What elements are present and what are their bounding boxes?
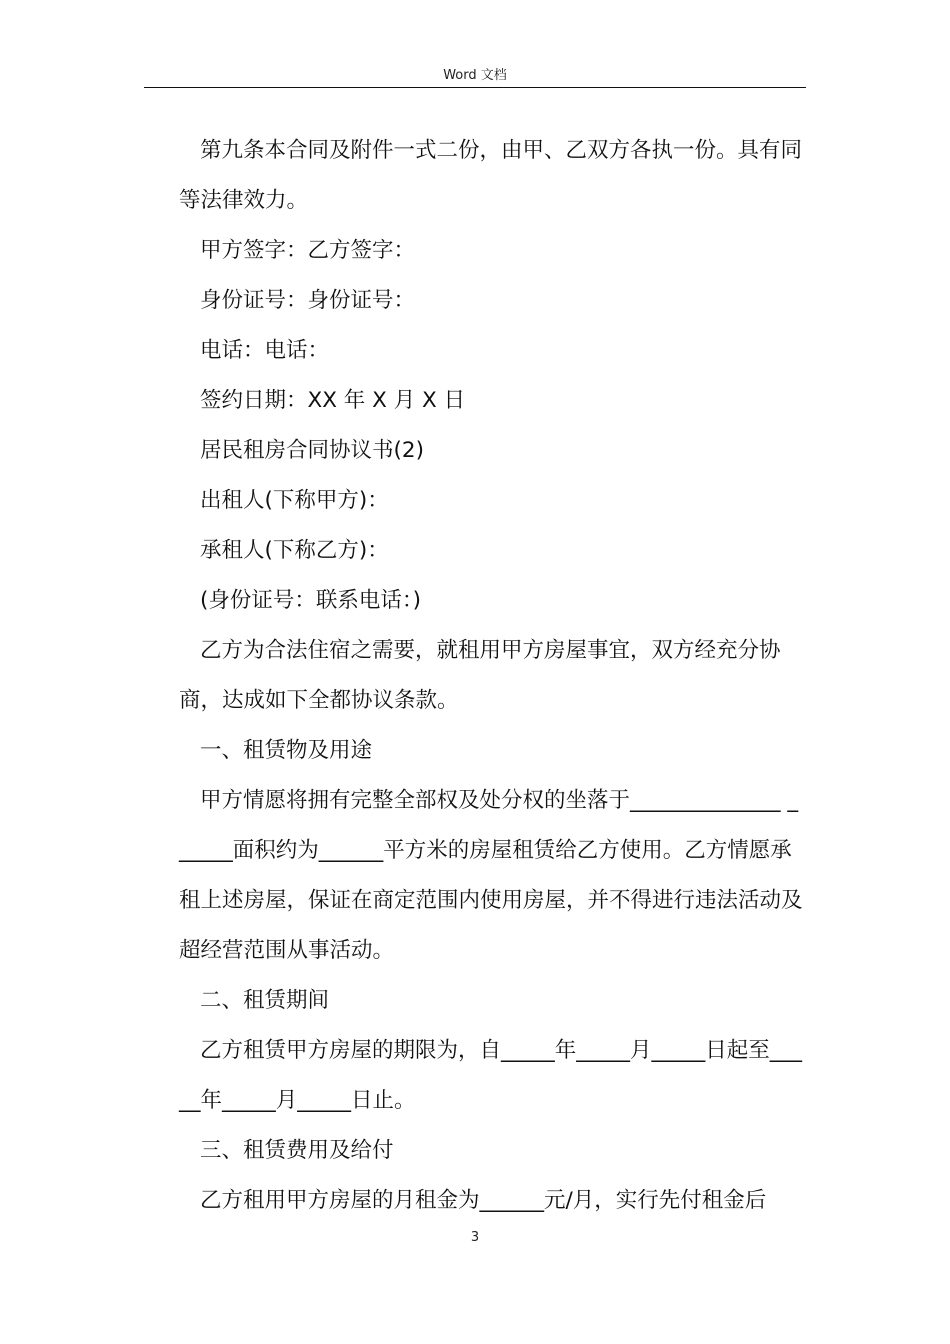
page-number: 3 <box>470 1230 480 1245</box>
header-divider <box>144 87 806 88</box>
paragraph-contract-title: 居民租房合同协议书(2) <box>200 438 424 463</box>
paragraph-lessee: 承租人(下称乙方)： <box>200 538 389 563</box>
paragraph-lessee-contact: (身份证号：联系电话：) <box>200 588 422 613</box>
section-heading-2: 二、租赁期间 <box>200 988 330 1013</box>
paragraph-signatures: 甲方签字：乙方签字： <box>200 238 416 263</box>
paragraph-article-nine: 第九条本合同及附件一式二份，由甲、乙双方各执一份。具有同等法律效力。 <box>179 138 803 213</box>
paragraph-lease-term: 乙方租赁甲方房屋的期限为，自_____年_____月_____日起至_____年_____月_____日止。 <box>179 1038 803 1113</box>
paragraph-rent: 乙方租用甲方房屋的月租金为______元/月，实行先付租金后 <box>200 1188 767 1213</box>
paragraph-id-numbers: 身份证号：身份证号： <box>200 288 416 313</box>
paragraph-preamble: 乙方为合法住宿之需要，就租用甲方房屋事宜，双方经充分协商，达成如下全都协议条款。 <box>179 638 781 713</box>
section-heading-1: 一、租赁物及用途 <box>200 738 373 763</box>
paragraph-sign-date: 签约日期：XX 年 X 月 X 日 <box>200 388 466 413</box>
document-body <box>179 126 803 1226</box>
paragraph-lessor: 出租人(下称甲方)： <box>200 488 389 513</box>
page-header-title: Word 文档 <box>443 68 507 83</box>
paragraph-premises: 甲方情愿将拥有完整全部权及处分权的坐落于______________ ______面积约为______平方米的房屋租赁给乙方使用。乙方情愿承租上述房屋，保证在商定范围内使用房屋，并不得进行违法活动及超经营范围从事活动。 <box>179 788 803 963</box>
paragraph-phones: 电话：电话： <box>200 338 330 363</box>
section-heading-3: 三、租赁费用及给付 <box>200 1138 394 1163</box>
